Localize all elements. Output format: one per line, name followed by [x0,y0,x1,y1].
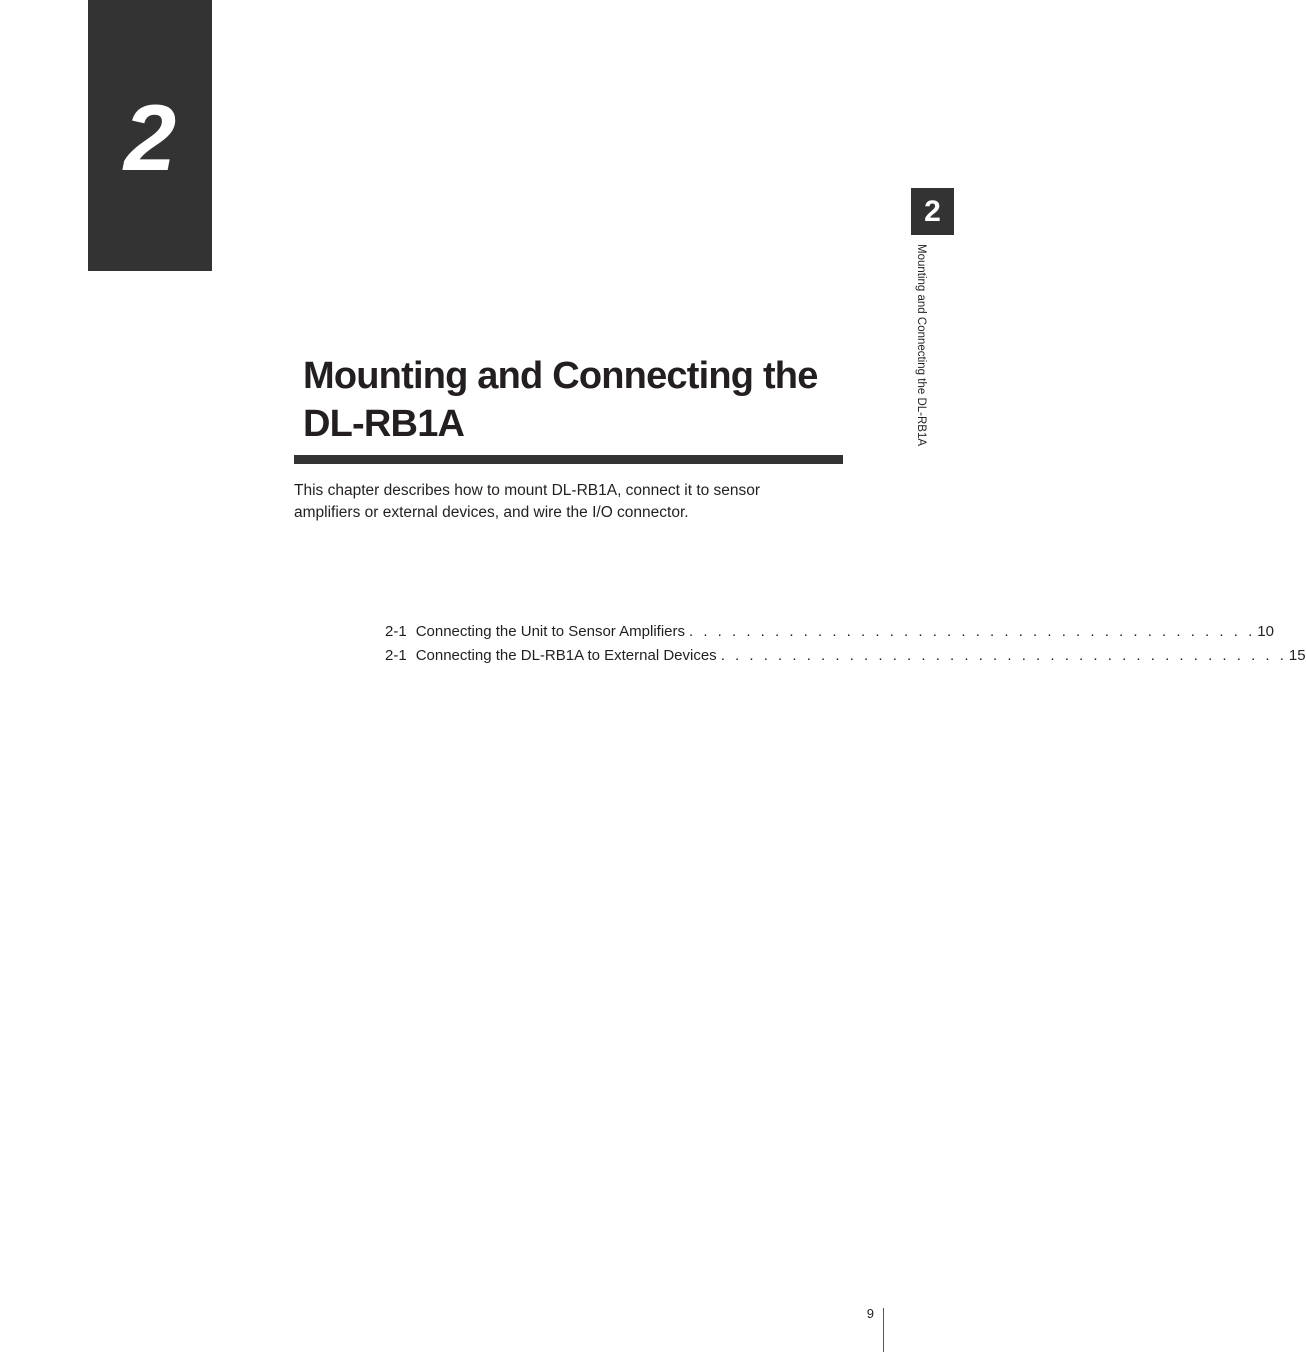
toc-entry[interactable] [385,620,1274,644]
side-tab-number: 2 [924,195,941,228]
side-chapter-tab [911,188,954,235]
chapter-intro-line-2: amplifiers or external devices, and wire the I/O connector. [294,504,689,521]
toc-entry-number: 2-1 [385,623,407,640]
chapter-title-line-1: Mounting and Connecting the [303,355,818,397]
page-number-rule [883,1308,884,1352]
chapter-title [303,352,863,448]
chapter-number-block [88,0,212,271]
toc-entry-title: Connecting the Unit to Sensor Amplifiers [415,623,685,640]
chapter-number: 2 [123,85,177,190]
page-number: 9 [866,1306,874,1321]
chapter-intro-line-1: This chapter describes how to mount DL-RB1A, connect it to sensor [294,482,761,499]
toc-entry-page: 15 [1288,647,1306,664]
chapter-contents [385,620,1306,668]
chapter-intro [294,480,834,524]
toc-entry-title: Connecting the DL-RB1A to External Devices [415,647,717,664]
toc-dot-leader: . . . . . . . . . . . . . . . . . . . . . . . . . . . . . . . . . . . . . . . . [689,623,1256,640]
toc-entry-number: 2-1 [385,647,407,664]
toc-entry[interactable] [385,644,1306,668]
chapter-title-line-2: DL-RB1A [303,403,465,445]
toc-dot-leader: . . . . . . . . . . . . . . . . . . . . . . . . . . . . . . . . . . . . . . . . [720,647,1287,664]
title-underline-rule [294,455,843,464]
side-running-title: Mounting and Connecting the DL-RB1A [915,244,927,447]
toc-entry-page: 10 [1257,623,1274,640]
